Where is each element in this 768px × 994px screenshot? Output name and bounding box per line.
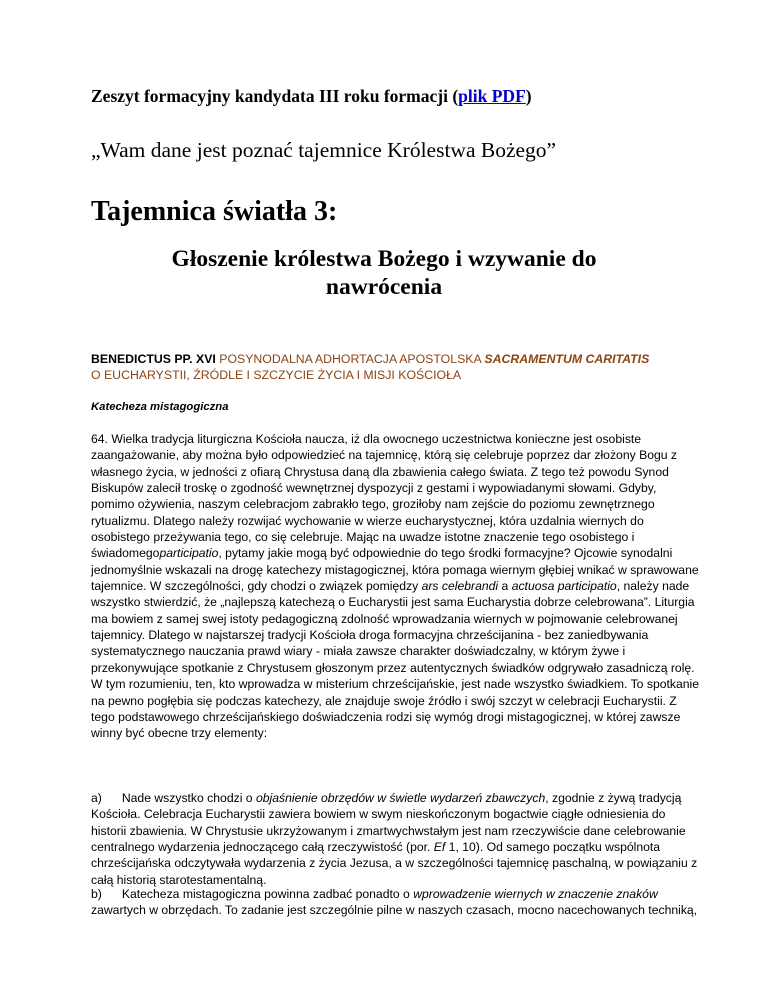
text-run: a — [498, 579, 512, 594]
text-line — [91, 886, 677, 902]
source-reference — [91, 351, 649, 383]
emphasis-run: actuosa participatio — [511, 579, 617, 594]
text-line — [91, 578, 690, 594]
text-line — [91, 660, 695, 676]
list-marker: a) — [91, 791, 102, 805]
text-run: systematycznego nauczania prawd wiary - miała zawsze charakter doświadczalny, w którym żywe i — [91, 644, 626, 659]
text-run: Kościoła. Celebracja Eucharystii zawiera bowiem w swym nieskończonym bogactwie ciągłe odniesienia do — [91, 807, 666, 822]
text-run: , pytamy jakie mogą być odpowiednie do tego środki formacyjne? Ojcowie synodalni — [218, 546, 673, 561]
text-run: centralnego wydarzenia jednoczącego całą rzeczywistość (por. — [91, 840, 434, 855]
text-run: chrześcijańska odczytywała wydarzenia z życia Jezusa, a w szczególności tajemnicę paschalną, w powiązaniu z — [91, 856, 698, 871]
heading-text: Zeszyt formacyjny kandydata III roku formacji ( — [91, 86, 459, 106]
text-run: przekonywujące spotkanie z Chrystusem głoszonym przez autentycznych świadków odgrywało zasadniczą rolę. — [91, 660, 695, 675]
source-doc-title: SACRAMENTUM CARITATIS — [484, 352, 650, 366]
text-run: wszystko stwierdzić, że „najlepszą katechezą o Eucharystii jest sama Eucharystia dobrze celebrowana”. Liturgia — [91, 595, 695, 610]
motto-quote: „Wam dane jest poznać tajemnice Królestwa Bożego” — [91, 138, 557, 162]
text-line — [91, 725, 677, 741]
text-line — [91, 562, 699, 578]
text-line — [91, 594, 695, 610]
text-line — [91, 496, 677, 512]
text-line — [91, 611, 677, 627]
text-line — [91, 480, 677, 496]
subtitle-line: Głoszenie królestwa Bożego i wzywanie do — [171, 246, 597, 272]
text-line — [91, 839, 677, 855]
text-line — [91, 855, 698, 871]
text-run: historii zbawienia. W Chrystusie ukrzyżowanym i zmartwychwstałym jest nam rzeczywiście dane celebrowanie — [91, 823, 686, 838]
text-line — [91, 709, 681, 725]
text-run: W tym rozumieniu, ten, kto wprowadza w misterium chrześcijańskie, jest nade wszystko świadkiem. To spotkanie — [91, 677, 700, 692]
text-line — [91, 823, 686, 839]
text-run: własnego życia, w jedności z ofiarą Chrystusa daną dla zbawienia całego świata. Z tego też powodu Synod — [91, 464, 669, 479]
list-marker: b) — [91, 887, 102, 901]
text-run: jednomyślnie wskazali na drogę katechezy mistagogicznej, która pomaga wiernym głębiej wnikać w sprawowane — [91, 562, 699, 577]
text-line — [91, 529, 677, 545]
text-line — [91, 464, 677, 480]
emphasis-run: wprowadzenie wiernych w znaczenie znaków — [413, 887, 658, 901]
text-run: zawartych w obrzędach. To zadanie jest szczególnie pilne w naszych czasach, mocno nacechowanych techniką, — [91, 903, 698, 918]
text-run: 1, 10). Od samego początku wspólnota — [445, 840, 661, 855]
emphasis-run: objaśnienie obrzędów w świetle wydarzeń zbawczych — [255, 791, 546, 805]
text-line — [91, 431, 677, 447]
text-run: , należy nade — [616, 579, 690, 594]
text-line — [91, 693, 677, 709]
paragraph-64 — [91, 431, 700, 742]
text-run: Katecheza mistagogiczna powinna zadbać ponadto o — [121, 887, 414, 901]
text-run: tego podstawowego chrześcijańskiego doświadczenia rodzi się wymóg drogi mistagogicznej, w której zawsze — [91, 709, 681, 724]
text-line — [91, 447, 677, 463]
text-run: ma bowiem z samej swej istoty pedagogiczną zdolność wprowadzania wiernych w pojmowanie celebrowanej — [91, 611, 678, 626]
mystery-subtitle — [91, 245, 677, 301]
paragraph-b — [91, 886, 698, 919]
text-run: osobistego przeżywania tego, co się celebruje. Mając na uwadze istotne znaczenie tego osobistego i — [91, 530, 635, 545]
text-run: na pewno pogłębia się podczas katechezy, ale znajduje swoje źródło i swój szczyt w celebracji Eucharystii. Z — [91, 693, 677, 708]
source-doc-type: POSYNODALNA ADHORTACJA APOSTOLSKA — [215, 352, 485, 366]
text-line — [91, 902, 698, 918]
text-run: pomimo ożywienia, naszym celebracjom zabrakło tego, groziłoby nam zejście do poziomu zewnętrznego — [91, 497, 655, 512]
source-line: O EUCHARYSTII, ŹRÓDLE I SZCZYCIE ŻYCIA I MISJI KOŚCIOŁA — [91, 368, 462, 382]
text-line — [91, 676, 700, 692]
section-label: Katecheza mistagogiczna — [91, 401, 229, 413]
emphasis-run: participatio — [159, 546, 219, 561]
text-run: 64. Wielka tradycja liturgiczna Kościoła naucza, iż dla owocnego uczestnictwa konieczne jest osobiste — [91, 432, 642, 446]
heading-text-end: ) — [525, 86, 532, 106]
text-run: tajemnicy. Dlatego w najstarszej tradycji Kościoła droga formacyjna chrześcijanina - bez zaniedbywania — [91, 628, 649, 643]
emphasis-run: ars celebrandi — [421, 579, 499, 594]
text-run: winny być obecne trzy elementy: — [91, 726, 268, 741]
text-line — [91, 643, 677, 659]
text-run: Nade wszystko chodzi o — [121, 791, 256, 805]
text-run: zaangażowanie, aby można było odpowiedzieć na tajemnicę, którą się celebruje poprzez dar złożony Bogu z — [91, 448, 678, 463]
text-run: rytualizmu. Dlatego należy rozwijać wychowanie w wierze eucharystycznej, która uzdalnia wiernych do — [91, 513, 644, 528]
text-line — [91, 513, 677, 529]
text-run: całą historią starotestamentalną. — [91, 872, 267, 887]
source-line — [91, 351, 649, 367]
text-line — [91, 627, 677, 643]
text-run: , zgodnie z żywą tradycją — [545, 791, 682, 805]
subtitle-line: nawrócenia — [325, 274, 443, 300]
emphasis-run: Ef — [433, 840, 446, 855]
mystery-title: Tajemnica światła 3: — [91, 196, 338, 227]
paragraph-a — [91, 790, 698, 888]
pdf-link[interactable]: plik PDF — [458, 86, 526, 106]
source-author: BENEDICTUS PP. XVI — [91, 352, 216, 366]
text-run: Biskupów zalecił troskę o zgodność wewnętrznej dyspozycji z gestami i wypowiadanymi słowami. Gdyby, — [91, 481, 657, 496]
text-run: tajemnice. W szczególności, gdy chodzi o związek pomiędzy — [91, 579, 422, 594]
text-run: świadomego — [91, 546, 160, 561]
text-line — [91, 790, 682, 806]
notebook-heading — [91, 86, 532, 107]
text-line — [91, 806, 677, 822]
text-line — [91, 545, 677, 561]
